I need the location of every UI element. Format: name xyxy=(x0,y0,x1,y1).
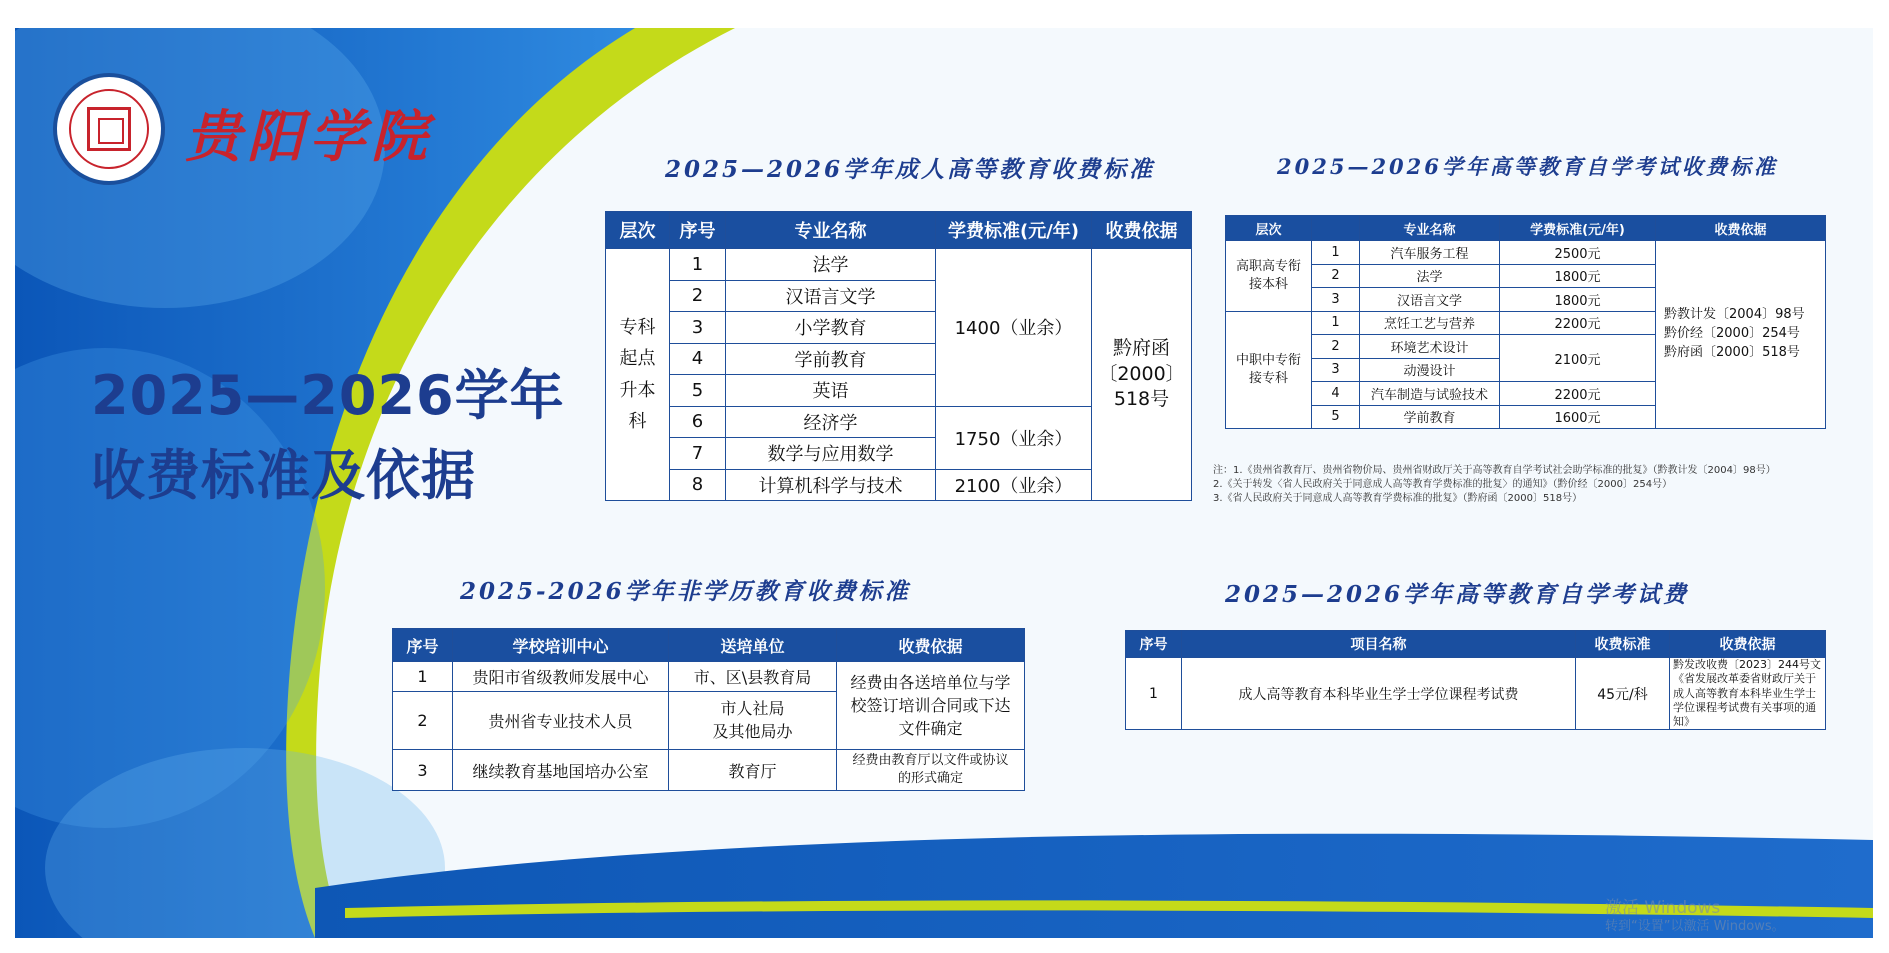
note-line: 2.《关于转发〈省人民政府关于同意成人高等教育学费标准的批复〉的通知》（黔价经〔2000〕254号） xyxy=(1213,479,1673,490)
basis-line: 黔府函〔2000〕518号 xyxy=(1664,344,1800,360)
unit-line: 市人社局 xyxy=(720,699,785,719)
main-title-line1: 2025—2026学年 xyxy=(91,364,565,427)
fee-cell: 1750（业余） xyxy=(936,406,1092,469)
row-center: 贵州省专业技术人员 xyxy=(453,692,669,750)
header-center: 学校培训中心 xyxy=(453,629,669,662)
row-no: 3 xyxy=(1312,358,1360,382)
row-fee: 1600元 xyxy=(1500,405,1656,429)
self-exam-notes xyxy=(1213,464,1776,506)
header-no: 序号 xyxy=(670,212,726,249)
table-row xyxy=(393,750,1025,791)
row-major: 英语 xyxy=(726,375,936,407)
row-major: 经济学 xyxy=(726,406,936,438)
row-major: 学前教育 xyxy=(726,343,936,375)
row-major: 小学教育 xyxy=(726,312,936,344)
non-degree-table xyxy=(392,628,1025,791)
table-header-row xyxy=(393,629,1025,662)
header-fee: 收费标准 xyxy=(1576,631,1670,658)
fee-standard-board xyxy=(15,28,1873,938)
row-fee: 1800元 xyxy=(1500,264,1656,288)
row-major: 动漫设计 xyxy=(1360,358,1500,382)
basis-line: 黔教计发〔2004〕98号 xyxy=(1664,307,1805,323)
level-line: 起点 xyxy=(619,348,656,369)
degree-exam-table xyxy=(1125,630,1826,730)
level-line: 专科 xyxy=(619,316,656,338)
table-row xyxy=(606,249,1192,281)
row-major: 环境艺术设计 xyxy=(1360,335,1500,359)
table-row xyxy=(1226,241,1826,265)
row-major: 计算机科学与技术 xyxy=(726,469,936,501)
row-center: 贵阳市省级教师发展中心 xyxy=(453,662,669,692)
basis-line: 518号 xyxy=(1113,388,1170,411)
header-basis: 收费依据 xyxy=(1092,212,1192,249)
row-no: 5 xyxy=(1312,405,1360,429)
row-no: 8 xyxy=(670,469,726,501)
note-line: 注：1.《贵州省教育厅、贵州省物价局、贵州省财政厅关于高等教育自学考试社会助学标准的批复》（黔教计发〔2004〕98号） xyxy=(1213,465,1776,476)
row-no: 1 xyxy=(1312,241,1360,265)
main-title-line2: 收费标准及依据 xyxy=(91,444,476,507)
self-exam-table xyxy=(1225,215,1826,429)
row-no: 2 xyxy=(1312,335,1360,359)
activation-watermark-line1: 激活 Windows xyxy=(1605,898,1721,918)
university-seal-icon xyxy=(53,73,165,185)
basis-line: 〔2000〕 xyxy=(1098,362,1185,385)
level-line: 升本 xyxy=(619,379,656,401)
row-no: 1 xyxy=(1312,311,1360,335)
row-no: 4 xyxy=(670,343,726,375)
seal-core-emblem xyxy=(87,107,131,151)
row-fee: 2100元 xyxy=(1500,335,1656,382)
table-header-row xyxy=(1226,216,1826,241)
row-no: 2 xyxy=(393,692,453,750)
basis-cell: 经费由教育厅以文件或协议的形式确定 xyxy=(837,750,1025,791)
row-fee: 2200元 xyxy=(1500,311,1656,335)
row-major: 汉语言文学 xyxy=(1360,288,1500,312)
row-item: 成人高等教育本科毕业生学士学位课程考试费 xyxy=(1182,658,1576,730)
unit-line: 及其他局办 xyxy=(712,721,793,741)
header-no: 序号 xyxy=(1126,631,1182,658)
header-fee: 学费标准(元/年) xyxy=(1500,216,1656,241)
row-no: 1 xyxy=(393,662,453,692)
row-fee: 2500元 xyxy=(1500,241,1656,265)
row-no: 3 xyxy=(1312,288,1360,312)
basis-line: 黔府函 xyxy=(1112,337,1170,360)
level-cell: 高职高专衔接本科 xyxy=(1226,241,1312,312)
level-line: 科 xyxy=(628,411,647,432)
header-no xyxy=(1312,216,1360,241)
row-unit: 市、区\县教育局 xyxy=(669,662,837,692)
basis-line: 黔价经〔2000〕254号 xyxy=(1664,326,1800,342)
header-major: 专业名称 xyxy=(1360,216,1500,241)
row-major: 法学 xyxy=(726,249,936,281)
row-no: 6 xyxy=(670,406,726,438)
adult-edu-table xyxy=(605,211,1192,501)
level-cell: 中职中专衔接专科 xyxy=(1226,311,1312,429)
header-basis: 收费依据 xyxy=(837,629,1025,662)
header-unit: 送培单位 xyxy=(669,629,837,662)
fee-cell: 1400（业余） xyxy=(936,249,1092,407)
non-degree-title: 2025-2026学年非学历教育收费标准 xyxy=(460,578,911,605)
university-name: 贵阳学院 xyxy=(185,104,433,170)
row-no: 3 xyxy=(670,312,726,344)
header-item: 项目名称 xyxy=(1182,631,1576,658)
adult-edu-title: 2025—2026学年成人高等教育收费标准 xyxy=(665,156,1156,183)
table-row xyxy=(393,662,1025,692)
header-basis: 收费依据 xyxy=(1656,216,1826,241)
header-basis: 收费依据 xyxy=(1670,631,1826,658)
header-fee: 学费标准(元/年) xyxy=(936,212,1092,249)
table-row xyxy=(1126,658,1826,730)
basis-cell xyxy=(1092,249,1192,501)
basis-cell: 经费由各送培单位与学校签订培训合同或下达文件确定 xyxy=(837,662,1025,750)
table-header-row xyxy=(606,212,1192,249)
level-cell xyxy=(606,249,670,501)
row-fee: 45元/科 xyxy=(1576,658,1670,730)
row-major: 学前教育 xyxy=(1360,405,1500,429)
degree-exam-title: 2025—2026学年高等教育自学考试费 xyxy=(1225,581,1690,608)
basis-cell xyxy=(1656,241,1826,429)
row-no: 5 xyxy=(670,375,726,407)
row-no: 2 xyxy=(670,280,726,312)
fee-cell: 2100（业余） xyxy=(936,469,1092,501)
row-basis: 黔发改收费〔2023〕244号文《省发展改革委省财政厅关于成人高等教育本科毕业生学士学位课程考试费有关事项的通知》 xyxy=(1670,658,1826,730)
header-major: 专业名称 xyxy=(726,212,936,249)
row-major: 汽车制造与试验技术 xyxy=(1360,382,1500,406)
row-major: 烹饪工艺与营养 xyxy=(1360,311,1500,335)
row-fee: 1800元 xyxy=(1500,288,1656,312)
row-unit: 教育厅 xyxy=(669,750,837,791)
row-major: 数学与应用数学 xyxy=(726,438,936,470)
activation-watermark-line2: 转到“设置”以激活 Windows。 xyxy=(1605,919,1785,934)
row-no: 1 xyxy=(670,249,726,281)
row-major: 法学 xyxy=(1360,264,1500,288)
row-center: 继续教育基地国培办公室 xyxy=(453,750,669,791)
row-no: 3 xyxy=(393,750,453,791)
row-no: 7 xyxy=(670,438,726,470)
header-level: 层次 xyxy=(1226,216,1312,241)
table-header-row xyxy=(1126,631,1826,658)
note-line: 3.《省人民政府关于同意成人高等教育学费标准的批复》（黔府函〔2000〕518号） xyxy=(1213,493,1583,504)
header-level: 层次 xyxy=(606,212,670,249)
row-no: 1 xyxy=(1126,658,1182,730)
row-unit xyxy=(669,692,837,750)
header-no: 序号 xyxy=(393,629,453,662)
row-fee: 2200元 xyxy=(1500,382,1656,406)
row-no: 4 xyxy=(1312,382,1360,406)
row-no: 2 xyxy=(1312,264,1360,288)
row-major: 汽车服务工程 xyxy=(1360,241,1500,265)
row-major: 汉语言文学 xyxy=(726,280,936,312)
self-exam-title: 2025—2026学年高等教育自学考试收费标准 xyxy=(1277,154,1778,179)
